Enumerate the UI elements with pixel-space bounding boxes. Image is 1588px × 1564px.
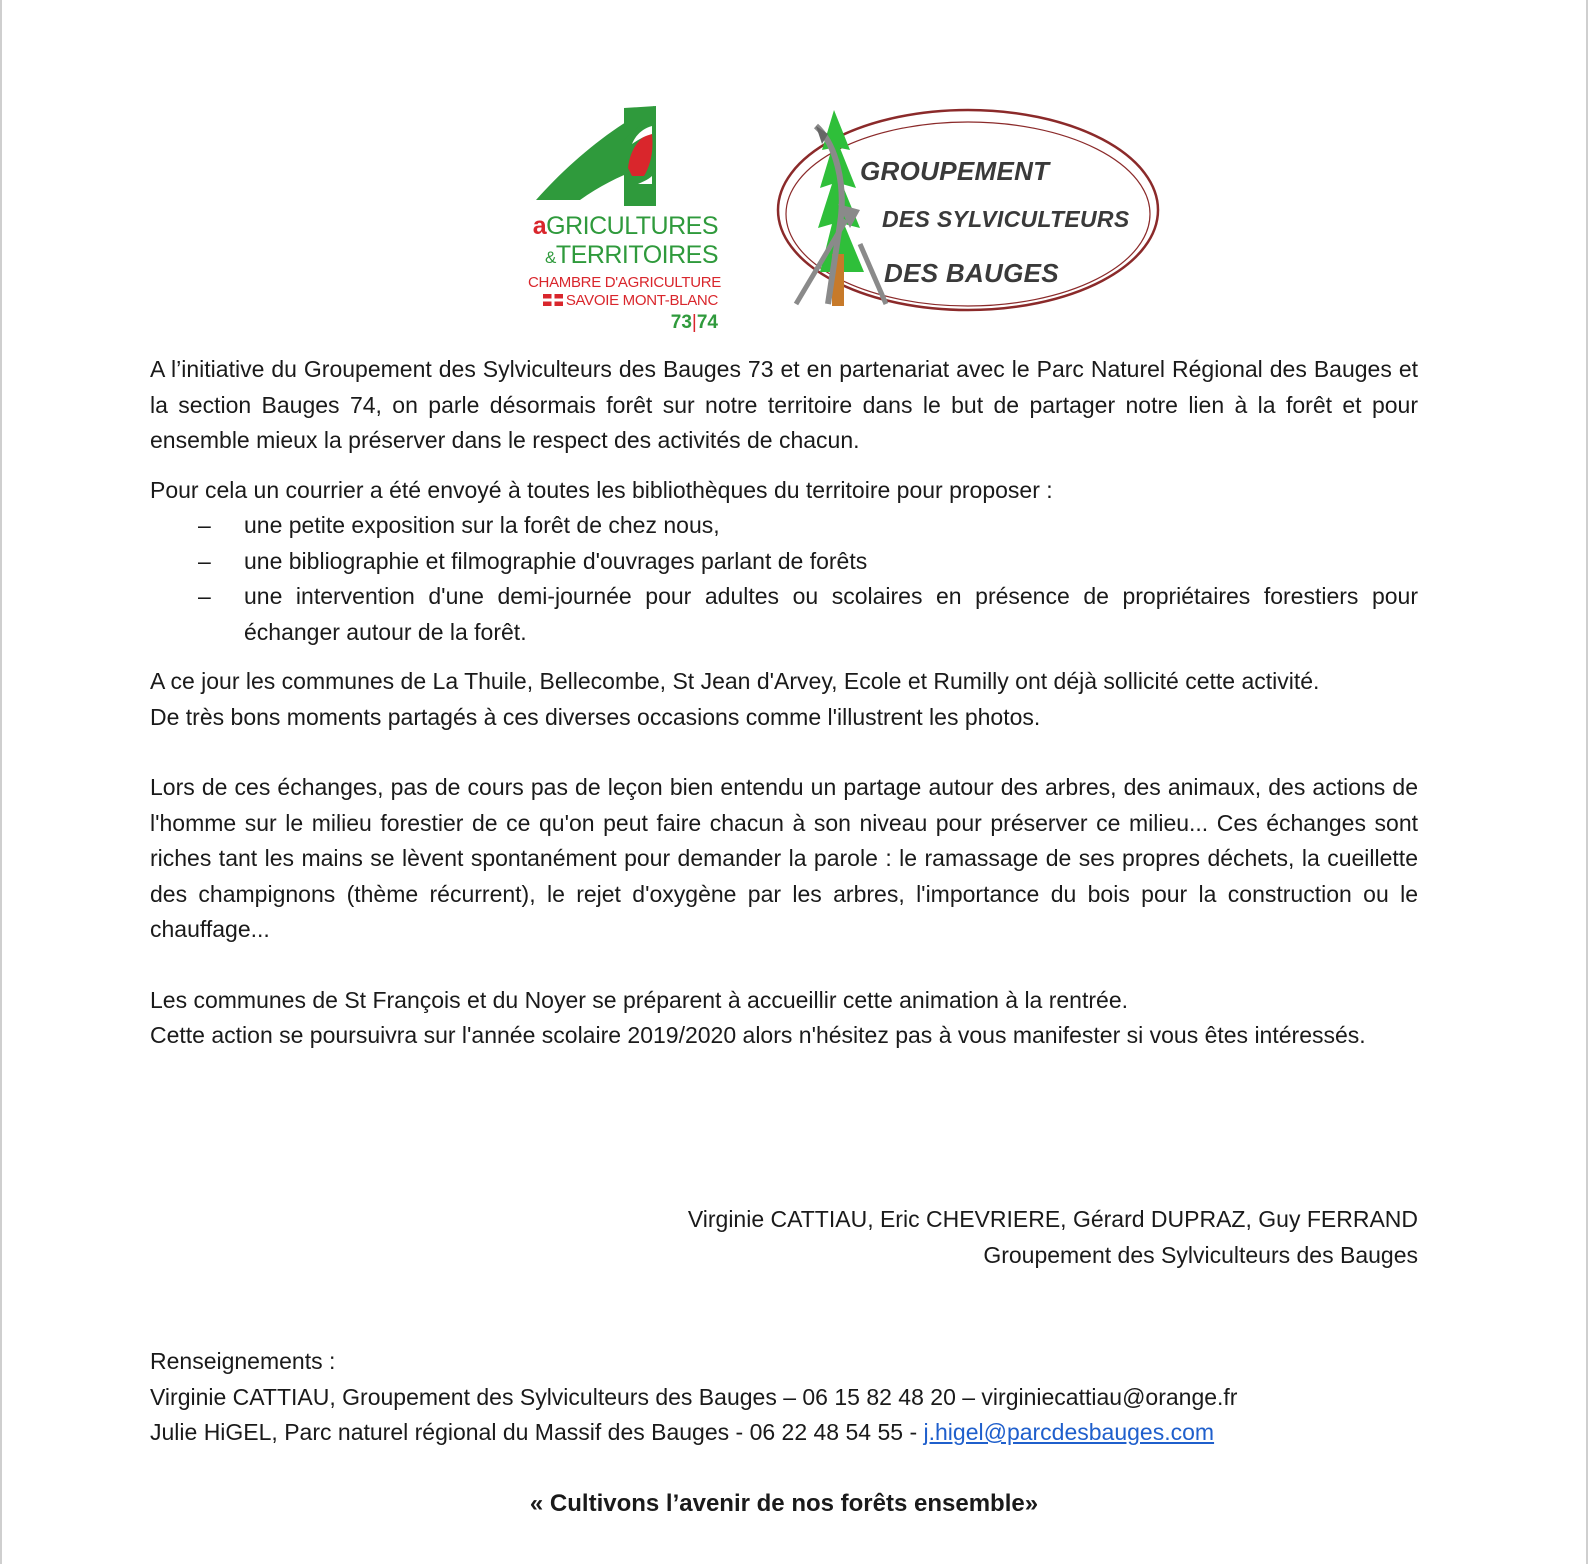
gsb-logo-line1: GROUPEMENT — [860, 156, 1050, 186]
agri-logo — [528, 104, 720, 336]
gsb-logo — [776, 104, 1176, 318]
paragraph-exchanges: Lors de ces échanges, pas de cours pas de leçon bien entendu un partage autour des arbres, des animaux, des actions de l'homme sur le milieu forestier de ce qu'on peut faire chacun à son niveau pour préserver ce milieu... Ces échanges sont riches tant les mains se lèvent spontanément pour demander la parole : le ramassage de ses propres déchets, la cueillette des champignons (thème récurrent), le rejet d'oxygène par les arbres, l'importance du bois pour la construction ou le chauffage... — [150, 774, 1418, 942]
list-item: – une intervention d'une demi-journée pour adultes ou scolaires en présence de propriétaires forestiers pour échanger autour de la forêt. — [198, 583, 1418, 645]
agri-logo-line4: SAVOIE MONT-BLANC — [528, 292, 718, 309]
signature-org: Groupement des Sylviculteurs des Bauges — [983, 1241, 1418, 1268]
paragraph-upcoming: Les communes de St François et du Noyer se préparent à accueillir cette animation à la rentrée. — [150, 986, 1128, 1013]
paragraph-proposal: Pour cela un courrier a été envoyé à toutes les bibliothèques du territoire pour proposer : — [150, 476, 1053, 503]
document-body — [150, 352, 1418, 1054]
agri-logo-line3: CHAMBRE D'AGRICULTURE — [528, 274, 721, 291]
gsb-logo-line3: DES BAUGES — [884, 258, 1059, 288]
contact-line-1: Virginie CATTIAU, Groupement des Sylviculteurs des Bauges – 06 15 82 48 20 – virginiecattiau@orange.fr — [150, 1383, 1238, 1410]
list-item: – une petite exposition sur la forêt de chez nous, — [198, 512, 720, 538]
list-item: – une bibliographie et filmographie d'ouvrages parlant de forêts — [198, 547, 868, 574]
agri-swoosh-icon — [528, 104, 720, 214]
paragraph-next-year: Cette action se poursuivra sur l'année scolaire 2019/2020 alors n'hésitez pas à vous manifester si vous êtes intéressés. — [150, 1022, 1366, 1048]
agri-logo-line2: &TERRITOIRES — [545, 241, 718, 269]
proposal-list — [150, 508, 1418, 650]
signature-block — [688, 1202, 1418, 1273]
email-link[interactable]: j.higel@parcdesbauges.com — [923, 1419, 1215, 1445]
agri-logo-line1: aGRICULTURES — [532, 212, 718, 240]
paragraph-moments: De très bons moments partagés à ces diverses occasions comme l'illustrent les photos. — [150, 703, 1041, 730]
paragraph-intro: A l’initiative du Groupement des Sylviculteurs des Bauges 73 et en partenariat avec le Parc Naturel Régional des Bauges et la section Bauges 74, on parle désormais forêt sur notre territoire dans le but de partager notre lien à la forêt et pour ensemble mieux la préserver dans le respect des activités de chacun. — [150, 356, 1418, 453]
gsb-logo-line2: DES SYLVICULTEURS — [882, 206, 1130, 232]
contact-line-2: Julie HiGEL, Parc naturel régional du Massif des Bauges - 06 22 48 54 55 - j.higel@parcdesbauges.com — [150, 1419, 1215, 1445]
savoie-flag-icon — [543, 294, 563, 306]
signature-names: Virginie CATTIAU, Eric CHEVRIERE, Gérard DUPRAZ, Guy FERRAND — [687, 1206, 1418, 1232]
agri-logo-line5: 73|74 — [670, 312, 718, 333]
paragraph-communes: A ce jour les communes de La Thuile, Bellecombe, St Jean d'Arvey, Ecole et Rumilly ont déjà sollicité cette activité. — [150, 668, 1320, 694]
contact-info — [150, 1344, 1237, 1451]
closing-motto: « Cultivons l’avenir de nos forêts ensemble» — [529, 1490, 1039, 1517]
page-edge-left — [0, 0, 2, 1564]
contact-heading: Renseignements : — [150, 1348, 336, 1374]
